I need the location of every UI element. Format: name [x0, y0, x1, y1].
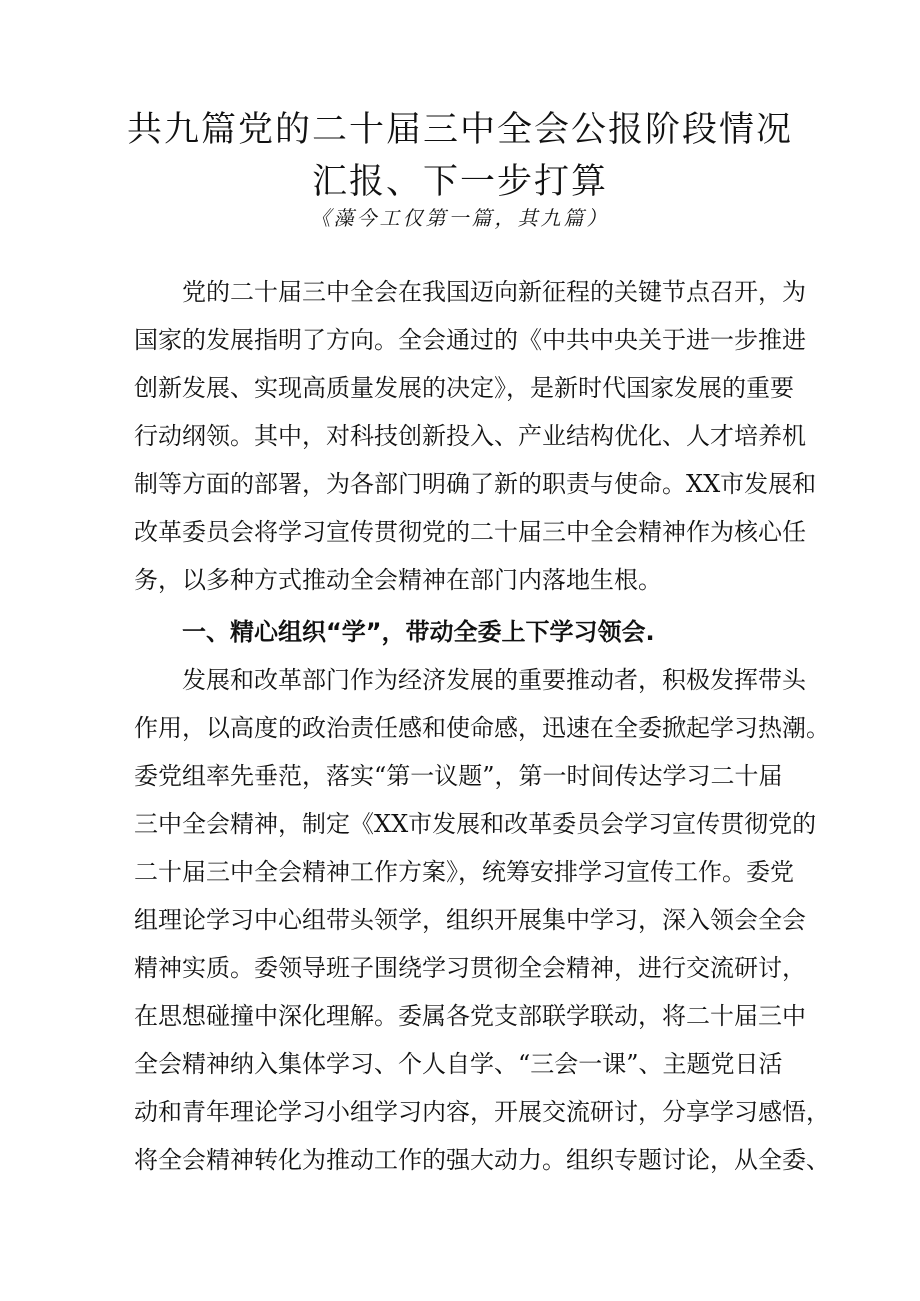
text-line: 行动纲领。其中，对科技创新投入、产业结构优化、人才培养机: [134, 422, 806, 450]
text-line: 制等方面的部署，为各部门明确了新的职责与使命。XX市发展和: [134, 470, 817, 498]
section-1-heading: 一、精心组织“学”，带动全委上下学习领会.: [134, 618, 655, 646]
text-line: 党的二十届三中全会在我国迈向新征程的关键节点召开，为: [134, 278, 806, 306]
text-line: 务，以多种方式推动全会精神在部门内落地生根。: [134, 566, 662, 594]
text-line: 委党组率先垂范，落实“第一议题”，第一时间传达学习二十届: [134, 762, 783, 790]
document-title-line-2: 汇报、下一步打算: [311, 162, 608, 202]
text-line: 二十届三中全会精神工作方案》，统筹安排学习宣传工作。委党: [134, 858, 794, 886]
intro-paragraph: [134, 268, 817, 604]
text-line: 将全会精神转化为推动工作的强大动力。组织专题讨论，从全委、: [134, 1146, 830, 1174]
text-line: 改革委员会将学习宣传贯彻党的二十届三中全会精神作为核心任: [134, 518, 806, 546]
text-line: 国家的发展指明了方向。全会通过的《中共中央关于进一步推进: [134, 326, 806, 354]
section-1-paragraph: [134, 656, 830, 1184]
document-subtitle: 《藻今工仅第一篇，其九篇）: [310, 206, 610, 230]
text-line: 全会精神纳入集体学习、个人自学、“三会一课”、主题党日活: [134, 1050, 783, 1078]
document-title-line-1: 共九篇党的二十届三中全会公报阶段情况: [126, 110, 793, 150]
text-line: 发展和改革部门作为经济发展的重要推动者，积极发挥带头: [134, 666, 806, 694]
text-line: 组理论学习中心组带头领学，组织开展集中学习，深入领会全会: [134, 906, 806, 934]
text-line: 三中全会精神，制定《XX市发展和改革委员会学习宣传贯彻党的: [134, 810, 817, 838]
text-line: 创新发展、实现高质量发展的决定》，是新时代国家发展的重要: [134, 374, 794, 402]
text-line: 在思想碰撞中深化理解。委属各党支部联学联动，将二十届三中: [134, 1002, 806, 1030]
text-line: 作用，以高度的政治责任感和使命感，迅速在全委掀起学习热潮。: [134, 714, 830, 742]
text-line: 动和青年理论学习小组学习内容，开展交流研讨，分享学习感悟，: [134, 1098, 830, 1126]
text-line: 精神实质。委领导班子围绕学习贯彻全会精神，进行交流研讨，: [134, 954, 806, 982]
